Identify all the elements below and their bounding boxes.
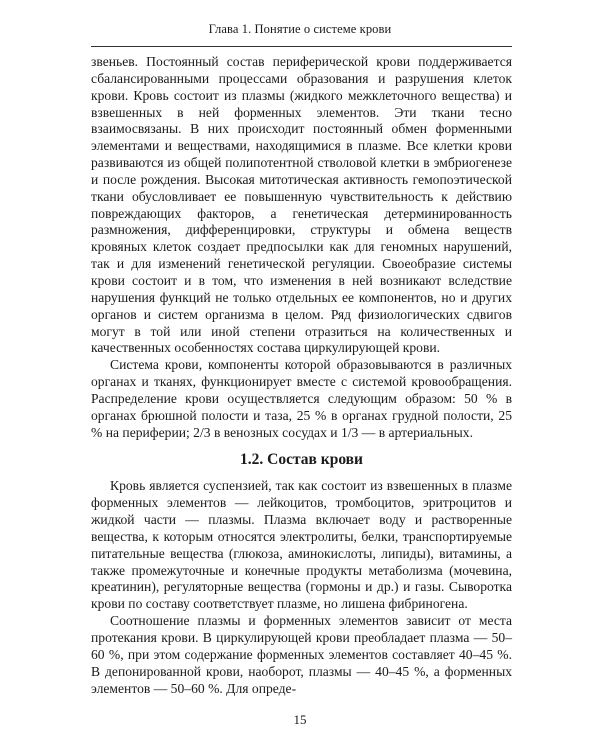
paragraph-ratio: Соотношение плазмы и форменных элементов зависит от места протекания крови. В циркулирующей крови преобладает плазма — 50–60 %, при этом содержание форменных элементов составляет 40–45 %. В депонированной крови, наоборот, плазмы — 40–45 %, а форменных элементов — 50–60 %. Для опреде- [91, 613, 512, 696]
header-rule [91, 46, 512, 47]
page-body [91, 54, 512, 697]
running-head: Глава 1. Понятие о системе крови [208, 22, 392, 36]
paragraph-continued: звеньев. Постоянный состав периферической крови поддерживается сбалансированными процессами образования и разрушения клеток крови. Кровь состоит из плазмы (жидкого межклеточного вещества) и взвешенных в ней форменных элементов. Эти ткани тесно взаимосвязаны. В них происходит постоянный обмен форменными элементами и веществами, находящимися в плазме. Все клетки крови развиваются из общей полипотентной стволовой клетки в эмбриогенезе и после рождения. Высокая митотическая активность гемопоэтической ткани обусловливает ее повышенную чувствительность к действию повреждающих факторов, а генетическая детерминированность размножения, дифференцировки, структуры и обмена веществ кровяных клеток создает предпосылки как для геномных нарушений, так и для изменений генетической регуляции. Своеобразие системы крови состоит и в том, что изменения в ней возникают вследствие нарушения функций не только отдельных ее компонентов, но и других органов и систем организма в целом. Ряд физиологических сдвигов могут в той или иной степени отразиться на количественных и качественных особенностях состава циркулирующей крови. [91, 54, 512, 356]
page-number: 15 [293, 712, 307, 727]
paragraph-blood-system: Система крови, компоненты которой образовываются в различных органах и тканях, функционирует вместе с системой кровообращения. Распределение крови осуществляется следующим образом: 50 % в органах брюшной полости и таза, 25 % в органах грудной полости, 25 % на периферии; 2/3 в венозных сосудах и 1/3 — в артериальных. [91, 357, 512, 440]
paragraph-suspension: Кровь является суспензией, так как состоит из взвешенных в плазме форменных элементов — лейкоцитов, тромбоцитов, эритроцитов и жидкой части — плазмы. Плазма включает воду и растворенные вещества, к которым относятся электролиты, белки, транспортируемые питательные вещества (глюкоза, аминокислоты, липиды), витамины, а также промежуточные и конечные продукты метаболизма (мочевина, креатинин), регуляторные вещества (гормоны и др.) и газы. Сыворотка крови по составу соответствует плазме, но лишена фибриногена. [91, 478, 512, 612]
section-title: 1.2. Состав крови [240, 451, 363, 469]
